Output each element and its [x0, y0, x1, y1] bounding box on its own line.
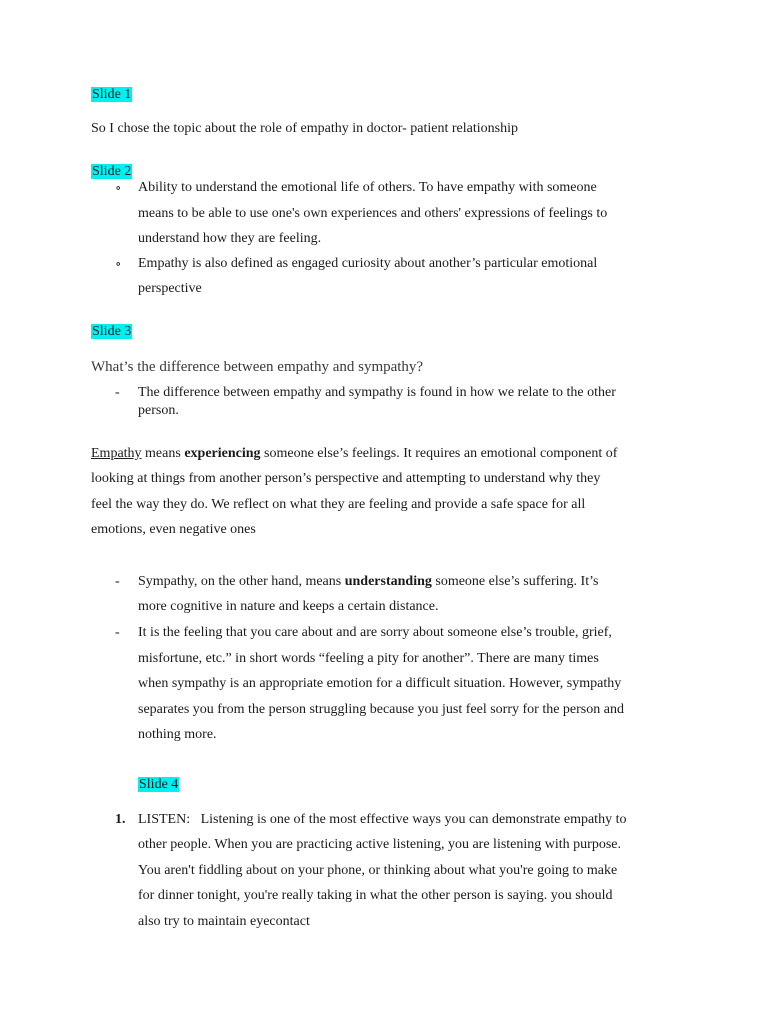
empathy-means: means	[141, 446, 185, 461]
item-1-number: 1.	[115, 812, 126, 827]
sympathy-2-line-4: separates you from the person struggling because you just feel sorry for the person and	[138, 702, 624, 717]
item-1-line-5: also try to maintain eyecontact	[138, 914, 310, 929]
sympathy-2-line-3: when sympathy is an appropriate emotion for a difficult situation. However, sympathy	[138, 676, 622, 691]
item-1-line-4: for dinner tonight, you're really taking in what the other person is saying. you should	[138, 888, 613, 903]
slide-1-heading	[91, 86, 132, 104]
item-1-line-3: You aren't fiddling about on your phone, or thinking about what you're going to make	[138, 863, 618, 878]
bullet-2-line-2: perspective	[138, 281, 202, 296]
item-1-line-1: LISTEN: Listening is one of the most effective ways you can demonstrate empathy to	[138, 812, 627, 827]
dash-1-line-2: person.	[138, 403, 179, 418]
bullet-1-line-2: means to be able to use one's own experiences and others' expressions of feelings to	[138, 206, 608, 221]
slide-1-label: Slide 1	[92, 87, 132, 102]
slide-2-label: Slide 2	[92, 164, 132, 179]
bullet-marker: ∘	[115, 256, 122, 271]
dash-marker: -	[115, 385, 120, 400]
empathy-term: Empathy	[91, 446, 142, 461]
item-1-line-2: other people. When you are practicing active listening, you are listening with purpose.	[138, 837, 621, 852]
dash-1-line-1: The difference between empathy and sympathy is found in how we relate to the other	[138, 385, 616, 400]
empathy-para-line-1	[91, 445, 617, 463]
bullet-marker: ∘	[115, 180, 122, 195]
slide-2-heading	[91, 163, 132, 181]
slide-4-heading	[138, 776, 179, 794]
experiencing-bold: experiencing	[184, 446, 261, 461]
sympathy-pre: Sympathy, on the other hand, means	[138, 574, 345, 589]
empathy-para-line-4: emotions, even negative ones	[91, 522, 256, 537]
slide-1-text: So I chose the topic about the role of empathy in doctor- patient relationship	[91, 121, 518, 136]
sympathy-line-1	[138, 573, 598, 591]
bullet-1-line-3: understand how they are feeling.	[138, 231, 322, 246]
bullet-1-line-1: Ability to understand the emotional life of others. To have empathy with someone	[138, 180, 597, 195]
sympathy-2-line-2: misfortune, etc.” in short words “feeling a pity for another”. There are many times	[138, 651, 599, 666]
slide-3-label: Slide 3	[92, 324, 132, 339]
understanding-bold: understanding	[344, 574, 432, 589]
slide-4-label: Slide 4	[139, 777, 179, 792]
empathy-para-line-3: feel the way they do. We reflect on what they are feeling and provide a safe space for all	[91, 497, 586, 512]
empathy-para-rest: someone else’s feelings. It requires an emotional component of	[260, 446, 618, 461]
sympathy-post: someone else’s suffering. It’s	[431, 574, 599, 589]
sympathy-2-line-5: nothing more.	[138, 727, 217, 742]
slide-3-heading	[91, 323, 132, 341]
dash-marker: -	[115, 625, 120, 640]
bullet-2-line-1: Empathy is also defined as engaged curiosity about another’s particular emotional	[138, 256, 598, 271]
slide-3-question: What’s the difference between empathy and sympathy?	[91, 359, 424, 375]
sympathy-2-line-1: It is the feeling that you care about and are sorry about someone else’s trouble, grief,	[138, 625, 612, 640]
empathy-para-line-2: looking at things from another person’s perspective and attempting to understand why they	[91, 471, 601, 486]
sympathy-line-2: more cognitive in nature and keeps a certain distance.	[138, 599, 439, 614]
dash-marker: -	[115, 574, 120, 589]
